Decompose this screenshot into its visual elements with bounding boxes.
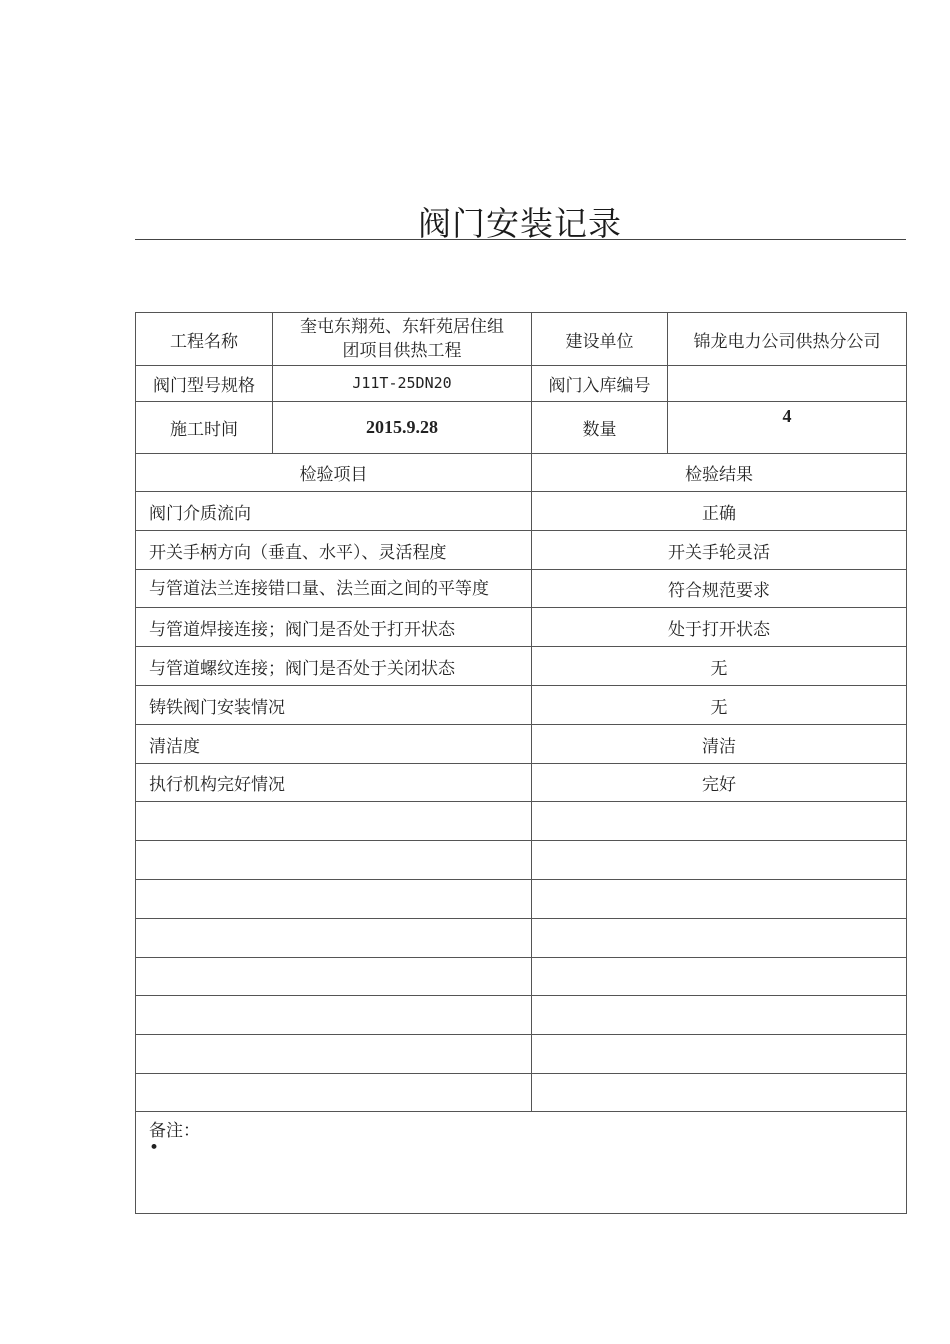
project-name-line1: 奎屯东翔苑、东轩苑居住组 [300, 317, 504, 337]
inspection-row [136, 647, 907, 686]
empty-row [136, 1074, 907, 1112]
inspection-result: 清洁 [532, 725, 907, 764]
remarks-cell [136, 1112, 907, 1214]
empty-row [136, 802, 907, 841]
empty-row [136, 1035, 907, 1074]
inspection-item: 与管道螺纹连接；阀门是否处于关闭状态 [136, 647, 532, 686]
inspection-row [136, 686, 907, 725]
empty-cell [136, 996, 532, 1035]
empty-cell [532, 958, 907, 996]
inspection-item: 与管道法兰连接错口量、法兰面之间的平等度 [149, 579, 489, 599]
empty-cell [532, 802, 907, 841]
valve-stock-no-label: 阀门入库编号 [532, 366, 668, 402]
inspection-item-header: 检验项目 [136, 454, 532, 492]
empty-cell [136, 958, 532, 996]
remarks-label: 备注： [149, 1121, 200, 1141]
empty-row [136, 880, 907, 919]
inspection-row [136, 608, 907, 647]
remarks-bullet: • [149, 1138, 160, 1158]
valve-model-value: J11T-25DN20 [273, 366, 532, 402]
inspection-item: 阀门介质流向 [136, 492, 532, 531]
empty-cell [136, 1074, 532, 1112]
page-title: 阀门安装记录 [418, 204, 622, 243]
empty-cell [532, 996, 907, 1035]
inspection-header-row [136, 454, 907, 492]
empty-cell [136, 1035, 532, 1074]
construction-date-value: 2015.9.28 [273, 402, 532, 454]
project-name-value [273, 313, 532, 366]
info-row-valve-model [136, 366, 907, 402]
inspection-item: 铸铁阀门安装情况 [136, 686, 532, 725]
empty-cell [136, 802, 532, 841]
inspection-row [136, 492, 907, 531]
inspection-result: 正确 [532, 492, 907, 531]
inspection-row [136, 725, 907, 764]
project-name-line2: 团项目供热工程 [342, 341, 462, 361]
empty-cell [532, 841, 907, 880]
empty-cell [532, 1074, 907, 1112]
inspection-result: 完好 [532, 764, 907, 802]
inspection-item: 执行机构完好情况 [136, 764, 532, 802]
empty-cell [532, 919, 907, 958]
info-row-date [136, 402, 907, 454]
inspection-item-cell [136, 570, 532, 608]
client-label: 建设单位 [532, 313, 668, 366]
client-value: 锦龙电力公司供热分公司 [668, 313, 907, 366]
construction-date-label: 施工时间 [136, 402, 273, 454]
empty-cell [136, 919, 532, 958]
empty-row [136, 996, 907, 1035]
empty-cell [136, 841, 532, 880]
empty-row [136, 841, 907, 880]
inspection-row [136, 764, 907, 802]
empty-row [136, 958, 907, 996]
inspection-row [136, 570, 907, 608]
project-name-label: 工程名称 [136, 313, 273, 366]
empty-cell [532, 880, 907, 919]
valve-model-label: 阀门型号规格 [136, 366, 273, 402]
remarks-row [136, 1112, 907, 1214]
inspection-result: 无 [532, 647, 907, 686]
inspection-item: 与管道焊接连接；阀门是否处于打开状态 [136, 608, 532, 647]
inspection-item: 开关手柄方向（垂直、水平）、灵活程度 [136, 531, 532, 570]
inspection-item: 清洁度 [136, 725, 532, 764]
inspection-row [136, 531, 907, 570]
empty-cell [136, 880, 532, 919]
inspection-result: 处于打开状态 [532, 608, 907, 647]
empty-cell [532, 1035, 907, 1074]
inspection-result-header: 检验结果 [532, 454, 907, 492]
empty-row [136, 919, 907, 958]
inspection-result: 无 [532, 686, 907, 725]
valve-installation-record-table [135, 312, 907, 1214]
inspection-result: 开关手轮灵活 [532, 531, 907, 570]
title-underline [135, 239, 906, 240]
quantity-label: 数量 [532, 402, 668, 454]
quantity-value: 4 [668, 402, 907, 454]
valve-stock-no-value [668, 366, 907, 402]
info-row-project [136, 313, 907, 366]
inspection-result: 符合规范要求 [532, 570, 907, 608]
